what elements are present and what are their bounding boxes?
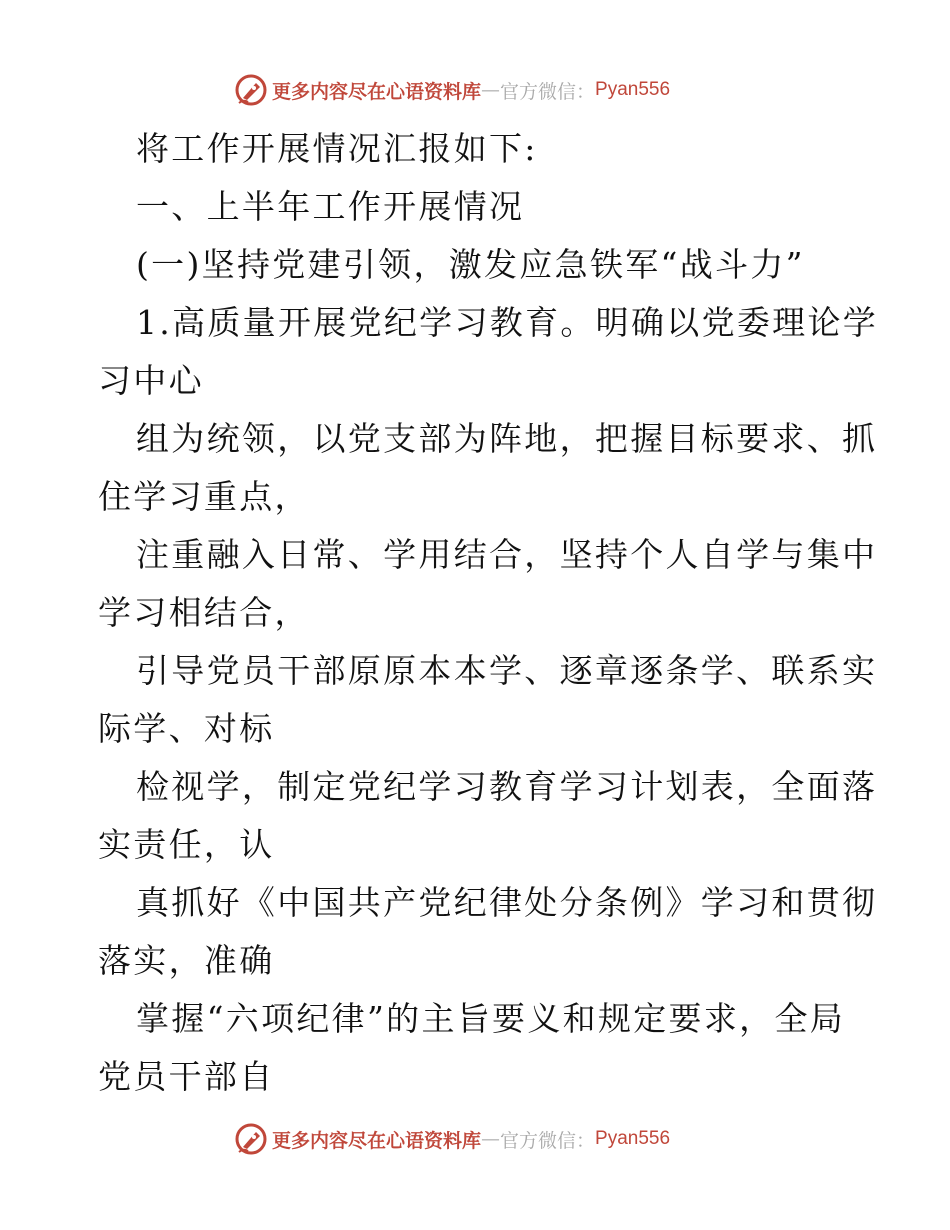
watermark-dash: — [481, 79, 501, 101]
subsection-heading: (一)坚持党建引领，激发应急铁军“战斗力” [136, 245, 805, 284]
text-line: 实责任，认 [98, 825, 275, 864]
document-body [98, 120, 879, 1106]
text-line: 际学、对标 [98, 709, 275, 748]
section-heading: 一、上半年工作开展情况 [136, 187, 525, 226]
text-line: 掌握“六项纪律”的主旨要义和规定要求，全局 [136, 999, 846, 1038]
text-line: 住学习重点， [98, 477, 310, 516]
pen-nib-logo-icon [234, 1122, 268, 1156]
watermark-wechat-id: Pyan556 [595, 1128, 671, 1149]
text-line: 注重融入日常、学用结合，坚持个人自学与集中 [136, 535, 878, 574]
watermark-dash: — [481, 1128, 501, 1150]
text-line: 引导党员干部原原本本学、逐章逐条学、联系实 [136, 651, 878, 690]
watermark-wechat-id: Pyan556 [595, 79, 671, 100]
text-line: 1.高质量开展党纪学习教育。明确以党委理论学 [136, 303, 879, 342]
pen-nib-logo-icon [234, 73, 268, 107]
text-line: 学习相结合， [98, 593, 310, 632]
watermark-wechat-label: 官方微信： [500, 1129, 596, 1152]
watermark-site-text: 更多内容尽在心语资料库 [272, 80, 482, 103]
text-line: 真抓好《中国共产党纪律处分条例》学习和贯彻 [136, 883, 878, 922]
text-line: 党员干部自 [98, 1057, 275, 1096]
watermark-site-text: 更多内容尽在心语资料库 [272, 1129, 482, 1152]
footer-watermark [234, 1121, 754, 1157]
header-watermark [234, 72, 754, 108]
text-line: 习中心 [98, 361, 204, 400]
text-line: 检视学，制定党纪学习教育学习计划表，全面落 [136, 767, 878, 806]
text-line: 组为统领，以党支部为阵地，把握目标要求、抓 [136, 419, 878, 458]
text-line: 将工作开展情况汇报如下: [136, 129, 538, 168]
text-line: 落实，准确 [98, 941, 275, 980]
watermark-wechat-label: 官方微信： [500, 80, 596, 103]
